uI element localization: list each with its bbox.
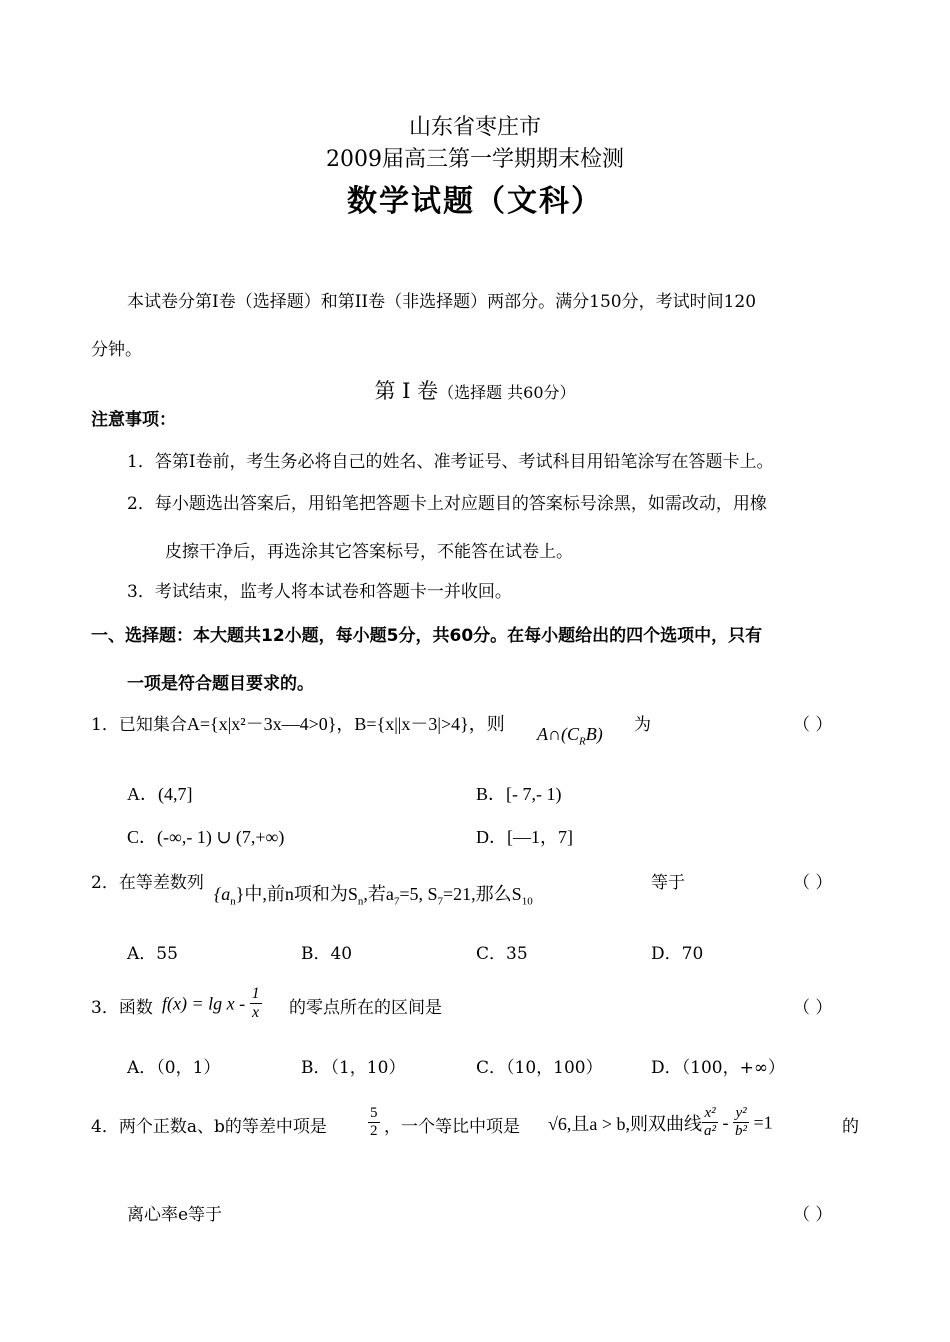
page-title: 数学试题（文科） xyxy=(347,184,603,219)
q1-answer-paren: （ ） xyxy=(793,715,833,735)
q1-number: 1． xyxy=(91,715,119,735)
q1-option-b: B．[- 7,- 1) xyxy=(476,784,562,804)
notice-item-3: 3．考试结束，监考人将本试卷和答题卡一并收回。 xyxy=(127,582,512,602)
section-title-main: 第 I 卷 xyxy=(374,379,439,403)
q2-cond-sub1: 7 xyxy=(393,895,400,908)
q3-option-c: C．（10，100） xyxy=(476,1058,603,1078)
intro-line-2: 分钟。 xyxy=(91,340,142,360)
q3-option-a: A．（0，1） xyxy=(127,1058,221,1078)
question-4 xyxy=(91,1112,327,1137)
section-title xyxy=(0,375,950,405)
q2-suffix: 等于 xyxy=(651,873,685,893)
q2-option-d: D．70 xyxy=(651,944,704,964)
q4-frac1-num: 5 xyxy=(368,1105,380,1123)
q1-option-a: A．(4,7] xyxy=(127,784,193,804)
q3-option-b: B．（1，10） xyxy=(301,1058,406,1078)
notice-heading: 注意事项： xyxy=(91,410,176,430)
q4-suffix: 的 xyxy=(842,1117,859,1137)
q3-number: 3． xyxy=(91,998,119,1018)
notice-item-2-cont: 皮擦干净后，再选涂其它答案标号，不能答在试卷上。 xyxy=(165,542,573,562)
q1-expr-end: B) xyxy=(585,724,603,744)
q1-suffix: 为 xyxy=(634,715,651,735)
q4-frac3-den: b² xyxy=(735,1123,748,1140)
q4-fraction-1 xyxy=(368,1105,380,1141)
part1-heading: 一、选择题：本大题共12小题，每小题5分，共60分。在每小题给出的四个选项中，只有 xyxy=(91,626,763,646)
q3-fraction xyxy=(250,985,262,1023)
q2-option-a: A．55 xyxy=(127,944,178,964)
q3-suffix: 的零点所在的区间是 xyxy=(289,998,442,1018)
q1-option-d: D．[—1，7] xyxy=(476,827,573,847)
notice-item-1: 1．答第I卷前，考生务必将自己的姓名、准考证号、考试科目用铅笔涂写在答题卡上。 xyxy=(127,452,774,472)
q2-seq: {a xyxy=(214,884,231,904)
section-title-sub: （选择题 共60分） xyxy=(438,383,576,402)
q4-number: 4． xyxy=(91,1117,119,1137)
q2-option-c: C．35 xyxy=(476,944,528,964)
q2-cond-sub2: 7 xyxy=(437,895,444,908)
q4-eq: =1 xyxy=(749,1112,773,1133)
q4-frac2-den: a² xyxy=(704,1123,717,1140)
q3-function xyxy=(162,985,262,1023)
notice-item-2: 2．每小题选出答案后，用铅笔把答题卡上对应题目的答案标号涂黑，如需改动，用橡 xyxy=(127,494,767,514)
question-3 xyxy=(91,993,153,1018)
q4-frac1-den: 2 xyxy=(370,1123,378,1140)
intro-line-1: 本试卷分第I卷（选择题）和第II卷（非选择题）两部分。满分150分，考试时间120 xyxy=(127,292,757,312)
q2-cond-mid: =5, S xyxy=(399,884,438,904)
q4-text1: 两个正数a、b的等差中项是 xyxy=(118,1117,327,1137)
q1-expr: A∩(C xyxy=(537,724,579,744)
q4-frac2-num: x² xyxy=(702,1105,718,1123)
q1-expr-sub: R xyxy=(579,735,586,748)
q4-frac3-num: y² xyxy=(733,1105,749,1123)
q2-mid: }中,前n项和为S xyxy=(235,884,358,904)
q1-prefix: 已知集合 xyxy=(118,715,187,735)
q2-answer-paren: （ ） xyxy=(793,873,833,893)
q2-number: 2． xyxy=(91,873,119,893)
q4-expression xyxy=(548,1105,773,1141)
q4-text2: ，一个等比中项是 xyxy=(384,1117,520,1137)
q4-sqrt: √6,且a > b,则双曲线 xyxy=(548,1113,703,1134)
q2-cond: ,若a xyxy=(363,884,394,904)
q3-answer-paren: （ ） xyxy=(793,998,833,1018)
q1-expression xyxy=(537,724,603,748)
question-1 xyxy=(91,710,505,736)
header-exam-name: 2009届高三第一学期期末检测 xyxy=(326,147,624,172)
q2-expression xyxy=(214,880,533,908)
q2-cond-sub3: 10 xyxy=(521,895,533,908)
q4-line-2: 离心率e等于 xyxy=(127,1205,223,1225)
q1-option-c: C．(-∞,- 1) ∪ (7,+∞) xyxy=(127,827,285,847)
q2-option-b: B．40 xyxy=(301,944,353,964)
q3-frac-den: x xyxy=(252,1004,260,1022)
q1-sets: A={x|x²－3x—4>0}，B={x||x－3|>4}，则 xyxy=(186,714,505,734)
q2-text: 在等差数列 xyxy=(118,873,204,893)
q4-answer-paren: （ ） xyxy=(793,1205,833,1225)
q2-seq-sub: n xyxy=(230,895,236,908)
q4-fraction-2 xyxy=(702,1105,718,1141)
question-2 xyxy=(91,868,204,893)
q3-func: f(x) = lg x - xyxy=(162,993,250,1014)
q2-mid-sub: n xyxy=(357,895,364,908)
q4-fraction-3 xyxy=(733,1105,749,1141)
q2-cond-end: =21,那么S xyxy=(443,884,522,904)
part1-heading-cont: 一项是符合题目要求的。 xyxy=(127,674,314,694)
q3-option-d: D．（100，+∞） xyxy=(651,1058,785,1078)
q3-frac-num: 1 xyxy=(250,985,262,1004)
q4-minus: - xyxy=(718,1112,734,1133)
q3-prefix: 函数 xyxy=(118,998,153,1018)
header-region: 山东省枣庄市 xyxy=(408,115,541,140)
